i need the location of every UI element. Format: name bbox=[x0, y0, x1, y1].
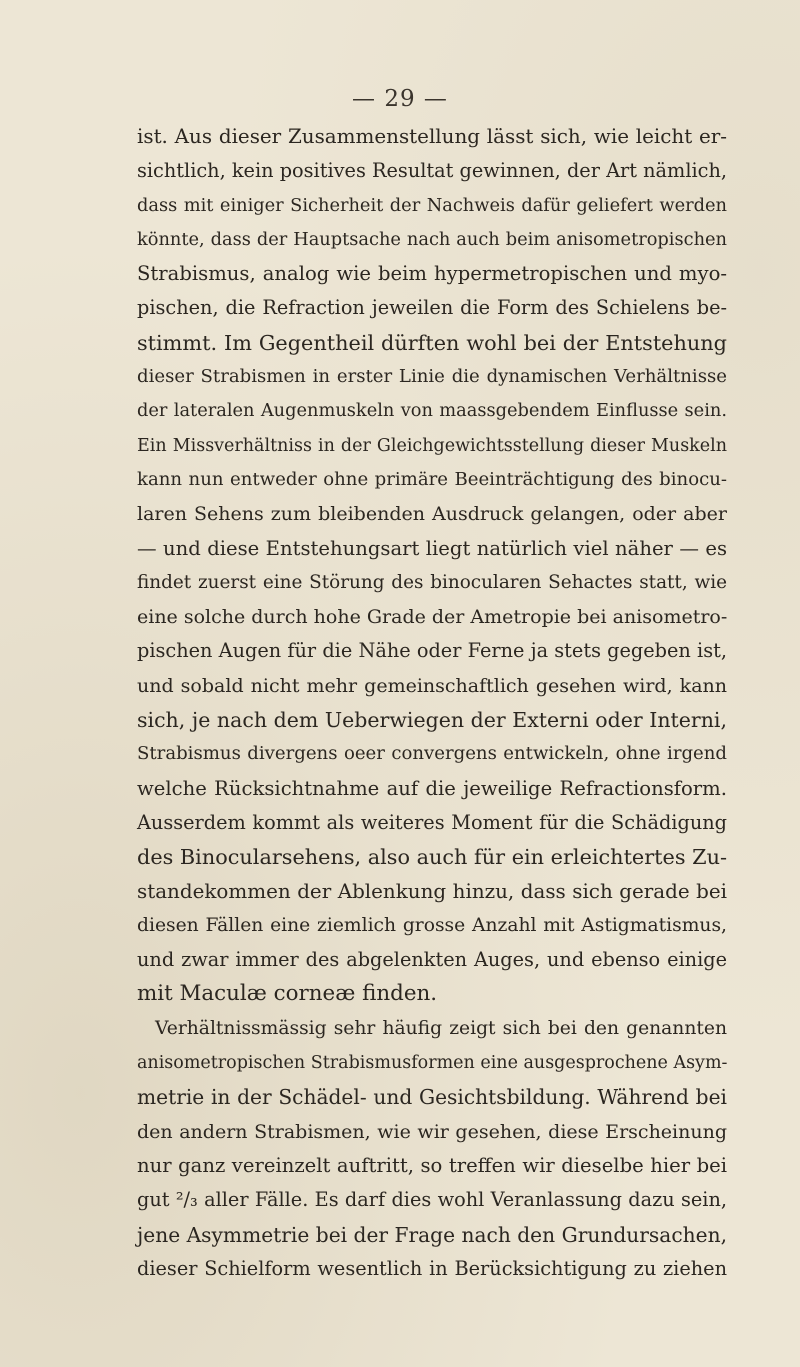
text-line: pischen Augen für die Nähe oder Ferne ja stets gegeben ist, bbox=[137, 639, 727, 663]
text-line: metrie in der Schädel- und Gesichtsbildung. Während bei bbox=[137, 1085, 727, 1110]
text-line: laren Sehens zum bleibenden Ausdruck gelangen, oder aber bbox=[137, 503, 727, 526]
text-line: Verhältnissmässig sehr häufig zeigt sich bei den genannten bbox=[155, 1017, 727, 1039]
text-line: findet zuerst eine Störung des binocularen Sehactes statt, wie bbox=[137, 571, 727, 593]
body-text bbox=[137, 120, 727, 1286]
page-number: — 29 — bbox=[352, 86, 448, 112]
text-line: gut ²/₃ aller Fälle. Es darf dies wohl Veranlassung dazu sein, bbox=[137, 1188, 727, 1212]
text-line: des Binocularsehens, also auch für ein erleichtertes Zu- bbox=[137, 845, 727, 870]
text-line: pischen, die Refraction jeweilen die Form des Schielens be- bbox=[137, 296, 727, 320]
text-line: Strabismus, analog wie beim hypermetropischen und myo- bbox=[137, 262, 727, 286]
text-line: — und diese Entstehungsart liegt natürlich viel näher — es bbox=[137, 536, 727, 560]
text-line: sich, je nach dem Ueberwiegen der Externi oder Interni, bbox=[137, 708, 727, 733]
text-line: welche Rücksichtnahme auf die jeweilige Refractionsform. bbox=[137, 776, 727, 800]
text-line: standekommen der Ablenkung hinzu, dass sich gerade bei bbox=[137, 879, 727, 903]
text-line: sichtlich, kein positives Resultat gewinnen, der Art nämlich, bbox=[137, 159, 727, 183]
text-line: eine solche durch hohe Grade der Ametropie bei anisometro- bbox=[137, 606, 728, 629]
text-line: mit Maculæ corneæ finden. bbox=[137, 981, 438, 1007]
text-line: dass mit einiger Sicherheit der Nachweis dafür geliefert werden bbox=[137, 194, 727, 216]
text-line: anisometropischen Strabismusformen eine ausgesprochene Asym- bbox=[137, 1053, 728, 1074]
text-line: und sobald nicht mehr gemeinschaftlich gesehen wird, kann bbox=[137, 674, 727, 697]
text-line: den andern Strabismen, wie wir gesehen, diese Erscheinung bbox=[137, 1120, 727, 1143]
text-line: kann nun entweder ohne primäre Beeinträchtigung des binocu- bbox=[137, 468, 727, 490]
text-line: stimmt. Im Gegentheil dürften wohl bei der Entstehung bbox=[137, 330, 727, 355]
text-line: nur ganz vereinzelt auftritt, so treffen wir dieselbe hier bei bbox=[137, 1153, 727, 1177]
text-line: der lateralen Augenmuskeln von maassgebendem Einflusse sein. bbox=[137, 400, 727, 422]
text-line: diesen Fällen eine ziemlich grosse Anzahl mit Astigmatismus, bbox=[137, 914, 727, 936]
text-line: könnte, dass der Hauptsache nach auch beim anisometropischen bbox=[137, 228, 727, 250]
text-line: jene Asymmetrie bei der Frage nach den Grundursachen, bbox=[137, 1222, 727, 1247]
text-line: dieser Schielform wesentlich in Berücksichtigung zu ziehen bbox=[137, 1256, 727, 1280]
text-line: Ausserdem kommt als weiteres Moment für die Schädigung bbox=[137, 810, 727, 834]
text-line: Ein Missverhältniss in der Gleichgewichtsstellung dieser Muskeln bbox=[137, 435, 727, 456]
text-line: dieser Strabismen in erster Linie die dynamischen Verhältnisse bbox=[137, 366, 727, 388]
text-line: Strabismus divergens oeer convergens entwickeln, ohne irgend bbox=[137, 743, 727, 765]
text-line: und zwar immer des abgelenkten Auges, und ebenso einige bbox=[137, 948, 727, 972]
text-line: ist. Aus dieser Zusammenstellung lässt sich, wie leicht er- bbox=[137, 125, 727, 148]
